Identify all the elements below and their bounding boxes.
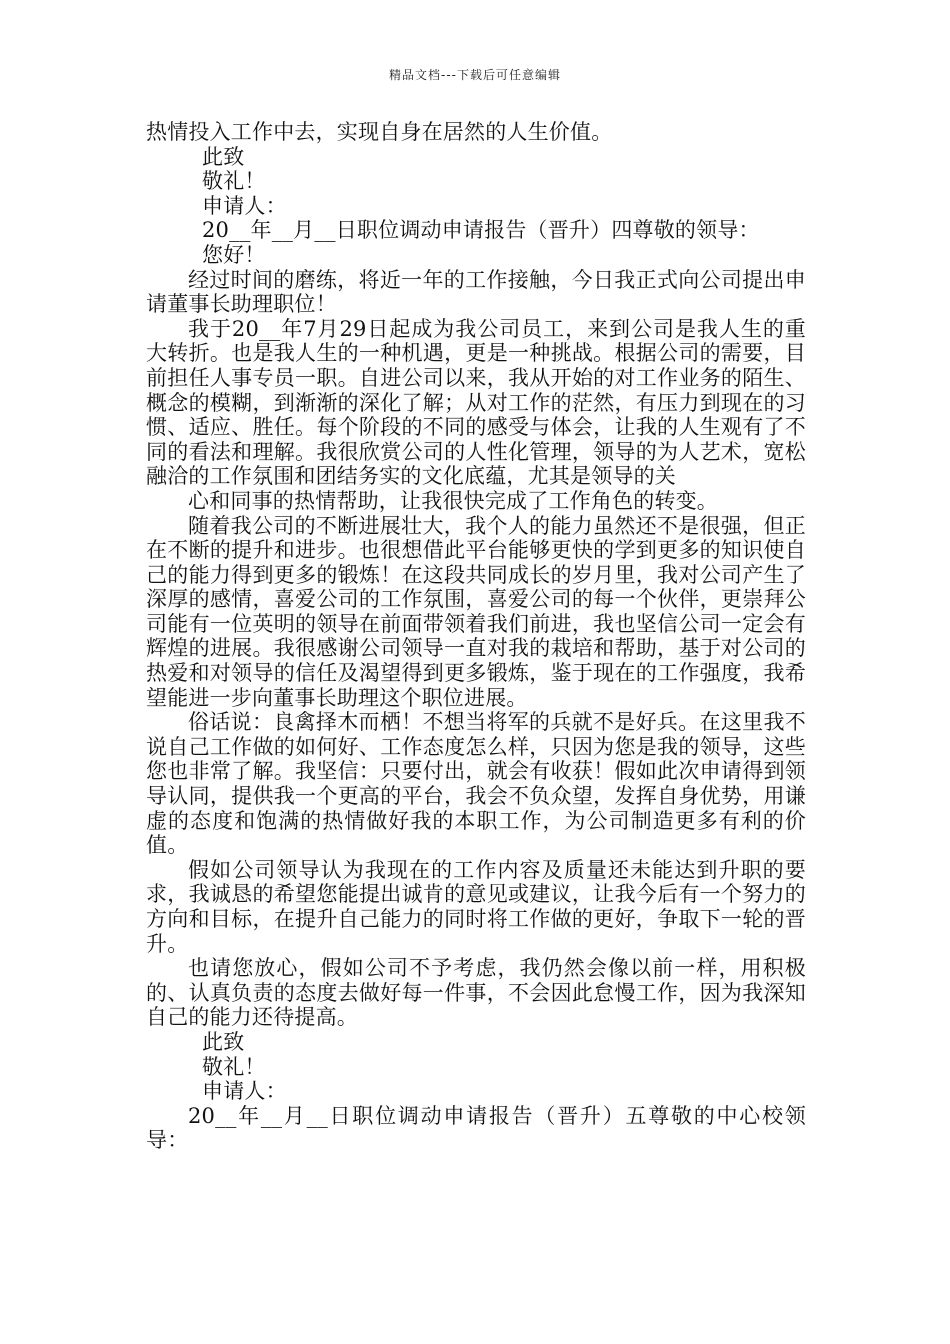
paragraph-3: 随着我公司的不断进展壮大，我个人的能力虽然还不是很强，但正在不断的提升和进步。也很想借此平台能够更快的学到更多的知识使自己的能力得到更多的锻炼！在这段共同成长的岁月里，我对公司产生了深厚的感情，喜爱公司的工作氛围，喜爱公司的每一个伙伴，更崇拜公司能有一位英明的领导在前面带领着我们前进，我也坚信公司一定会有辉煌的进展。我很感谢公司领导一直对我的栽培和帮助，基于对公司的热爱和对领导的信任及渴望得到更多锻炼，鉴于现在的工作强度，我希望能进一步向董事长助理这个职位进展。	[146, 513, 806, 710]
applicant-label-2: 申请人：	[202, 1079, 287, 1104]
paragraph-6: 也请您放心，假如公司不予考虑，我仍然会像以前一样，用积极的、认真负责的态度去做好每一件事，不会因此怠慢工作，因为我深知自己的能力还待提高。	[146, 956, 806, 1030]
greeting: 您好！	[202, 242, 266, 267]
applicant-label: 申请人：	[202, 193, 287, 218]
letter-body	[146, 120, 806, 1153]
closing-jing-li: 敬礼！	[202, 169, 266, 194]
date-and-title-4: 20__年__月__日职位调动申请报告（晋升）四尊敬的领导：	[202, 218, 760, 243]
continuation-line: 热情投入工作中去，实现自身在居然的人生价值。	[146, 120, 613, 144]
page-header: 精品文档---下载后可任意编辑	[389, 68, 561, 82]
paragraph-2a: 我于20__年7月29日起成为我公司员工，来到公司是我人生的重大转折。也是我人生的一种机遇，更是一种挑战。根据公司的需要，目前担任人事专员一职。自进公司以来，我从开始的对工作业务的陌生、概念的模糊，到渐渐的深化了解；从对工作的茫然，有压力到现在的习惯、适应、胜任。每个阶段的不同的感受与体会，让我的人生观有了不同的看法和理解。我很欣赏公司的人性化管理，领导的为人艺术，宽松融洽的工作氛围和团结务实的文化底蕴，尤其是领导的关	[146, 316, 806, 489]
paragraph-1: 经过时间的磨练，将近一年的工作接触，今日我正式向公司提出申请董事长助理职位！	[146, 267, 806, 317]
closing-jing-li-2: 敬礼！	[202, 1054, 266, 1079]
paragraph-5: 假如公司领导认为我现在的工作内容及质量还未能达到升职的要求，我诚恳的希望您能提出诚肯的意见或建议，让我今后有一个努力的方向和目标，在提升自己能力的同时将工作做的更好，争取下一轮的晋升。	[146, 857, 806, 956]
paragraph-4: 俗话说：良禽择木而栖！不想当将军的兵就不是好兵。在这里我不说自己工作做的如何好、工作态度怎么样，只因为您是我的领导，这些您也非常了解。我坚信：只要付出，就会有收获！假如此次申请得到领导认同，提供我一个更高的平台，我会不负众望，发挥自身优势，用谦虚的态度和饱满的热情做好我的本职工作，为公司制造更多有利的价值。	[146, 710, 806, 858]
closing-ci-zhi: 此致	[202, 144, 245, 169]
date-and-title-5: 20__年__月__日职位调动申请报告（晋升）五尊敬的中心校领导：	[146, 1103, 806, 1153]
paragraph-2b: 心和同事的热情帮助，让我很快完成了工作角色的转变。	[188, 488, 718, 513]
closing-ci-zhi-2: 此致	[202, 1029, 245, 1054]
